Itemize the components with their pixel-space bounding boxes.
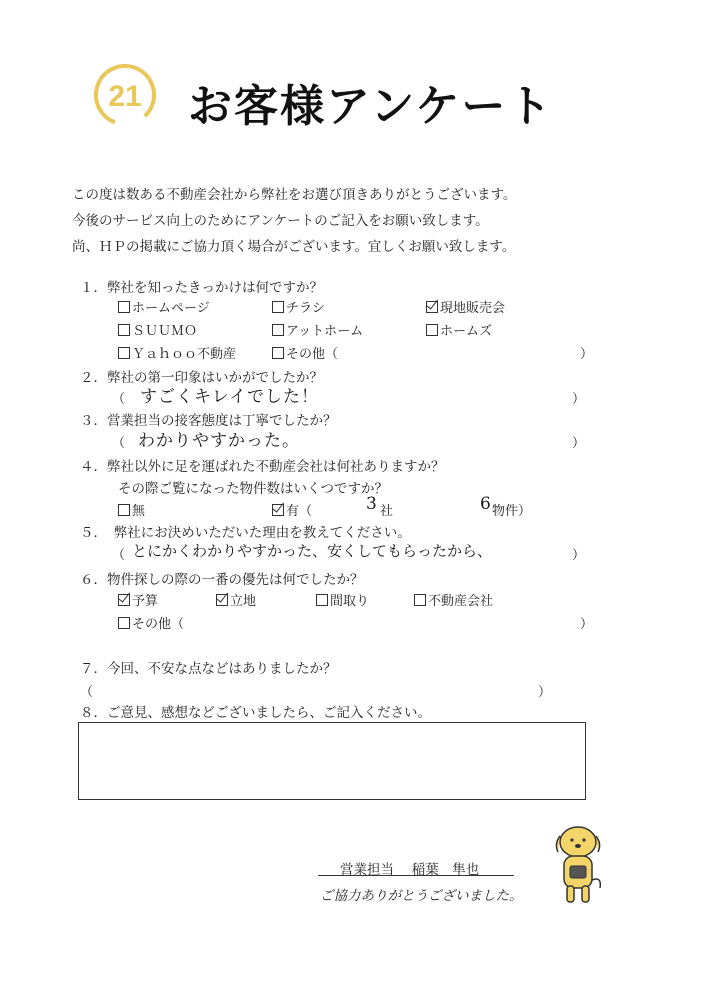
question-5: ５． 弊社にお決めいただいた理由を教えてください。 (80, 525, 411, 541)
q6-option-budget[interactable]: 予算 (118, 590, 158, 609)
q7-open-paren: （ (80, 685, 94, 700)
q1-option-homepage[interactable]: ホームページ (118, 297, 210, 316)
question-7: ７．今回、不安な点などはありましたか？ (80, 661, 337, 677)
q6-other-close-paren: ） (580, 617, 594, 632)
q4-properties-unit: 物件） (492, 504, 532, 519)
q1-option-suumo[interactable]: ＳＵＵＭＯ (118, 320, 197, 339)
q6-option-agency[interactable]: 不動産会社 (414, 590, 493, 609)
q7-close-paren: ） (538, 685, 552, 700)
q1-option-athome[interactable]: アットホーム (272, 320, 363, 339)
q5-answer[interactable]: とにかくわかりやすかった、安くしてもらったから、 (132, 542, 493, 560)
q6-option-other[interactable]: その他（ (118, 613, 184, 632)
staff-name: 稲葉 隼也 (411, 862, 480, 878)
checkbox[interactable] (414, 594, 426, 606)
q1-option-flyer[interactable]: チラシ (272, 297, 325, 316)
checkbox[interactable] (118, 347, 130, 359)
logo-text: 21 (108, 80, 142, 113)
question-6: ６．物件探しの際の一番の優先は何でしたか？ (80, 572, 364, 588)
q1-option-yahoo[interactable]: Ｙａｈｏｏ不動産 (118, 343, 236, 362)
q5-close-paren: ） (572, 548, 586, 563)
century21-logo (92, 62, 158, 128)
q4-option-none[interactable]: 無 (118, 500, 145, 519)
staff-label: 営業担当 (340, 862, 394, 878)
page-title: お客様アンケート (188, 81, 554, 132)
question-3: ３．営業担当の接客態度は丁寧でしたか？ (80, 413, 337, 429)
q4-option-yes[interactable]: 有（ (272, 500, 312, 519)
q1-option-open-house[interactable]: 現地販売会 (426, 297, 505, 316)
q4-companies-value[interactable]: 3 (366, 494, 378, 514)
q4-properties-value[interactable]: 6 (480, 494, 492, 514)
q2-open-paren: （ (112, 392, 126, 407)
mascot-dog-icon (548, 822, 608, 906)
checkbox[interactable] (272, 324, 284, 336)
checkbox-checked[interactable] (272, 504, 284, 516)
checkbox-checked[interactable] (426, 301, 438, 313)
q3-open-paren: （ (112, 436, 126, 451)
q3-answer[interactable]: わかりやすかった。 (138, 431, 300, 451)
checkbox[interactable] (272, 301, 284, 313)
q1-other-close-paren: ） (580, 347, 594, 362)
q2-answer[interactable]: すごくキレイでした！ (140, 387, 319, 407)
checkbox[interactable] (118, 301, 130, 313)
q1-option-other[interactable]: その他（ (272, 343, 338, 362)
checkbox-checked[interactable] (216, 594, 228, 606)
intro-line-3: 尚、ＨＰの掲載にご協力頂く場合がございます。宜しくお願い致します。 (72, 239, 516, 255)
q4-companies-unit: 社 (380, 504, 394, 519)
q2-close-paren: ） (572, 392, 586, 407)
question-4: ４．弊社以外に足を運ばれた不動産会社は何社ありますか？ (80, 459, 445, 475)
signature-underline (318, 875, 514, 876)
question-1: １．弊社を知ったきっかけは何ですか？ (80, 280, 323, 296)
question-8: ８．ご意見、感想などございましたら、ご記入ください。 (80, 705, 431, 721)
intro-line-1: この度は数ある不動産会社から弊社をお選び頂きありがとうございます。 (72, 187, 517, 203)
question-4-sub: その際ご覧になった物件数はいくつですか？ (118, 481, 388, 497)
q5-open-paren: （ (112, 548, 126, 563)
q1-option-homes[interactable]: ホームズ (426, 320, 492, 339)
checkbox[interactable] (118, 617, 130, 629)
checkbox[interactable] (426, 324, 438, 336)
checkbox-checked[interactable] (118, 594, 130, 606)
q6-option-location[interactable]: 立地 (216, 590, 256, 609)
q6-option-layout[interactable]: 間取り (316, 590, 369, 609)
intro-line-2: 今後のサービス向上のためにアンケートのご記入をお願い致します。 (72, 213, 489, 229)
comment-textarea[interactable] (78, 722, 586, 800)
checkbox[interactable] (118, 504, 130, 516)
question-2: ２．弊社の第一印象はいかがでしたか？ (80, 370, 323, 386)
checkbox[interactable] (272, 347, 284, 359)
thanks-message: ご協力ありがとうございました。 (320, 888, 523, 904)
checkbox[interactable] (118, 324, 130, 336)
checkbox[interactable] (316, 594, 328, 606)
q3-close-paren: ） (572, 436, 586, 451)
